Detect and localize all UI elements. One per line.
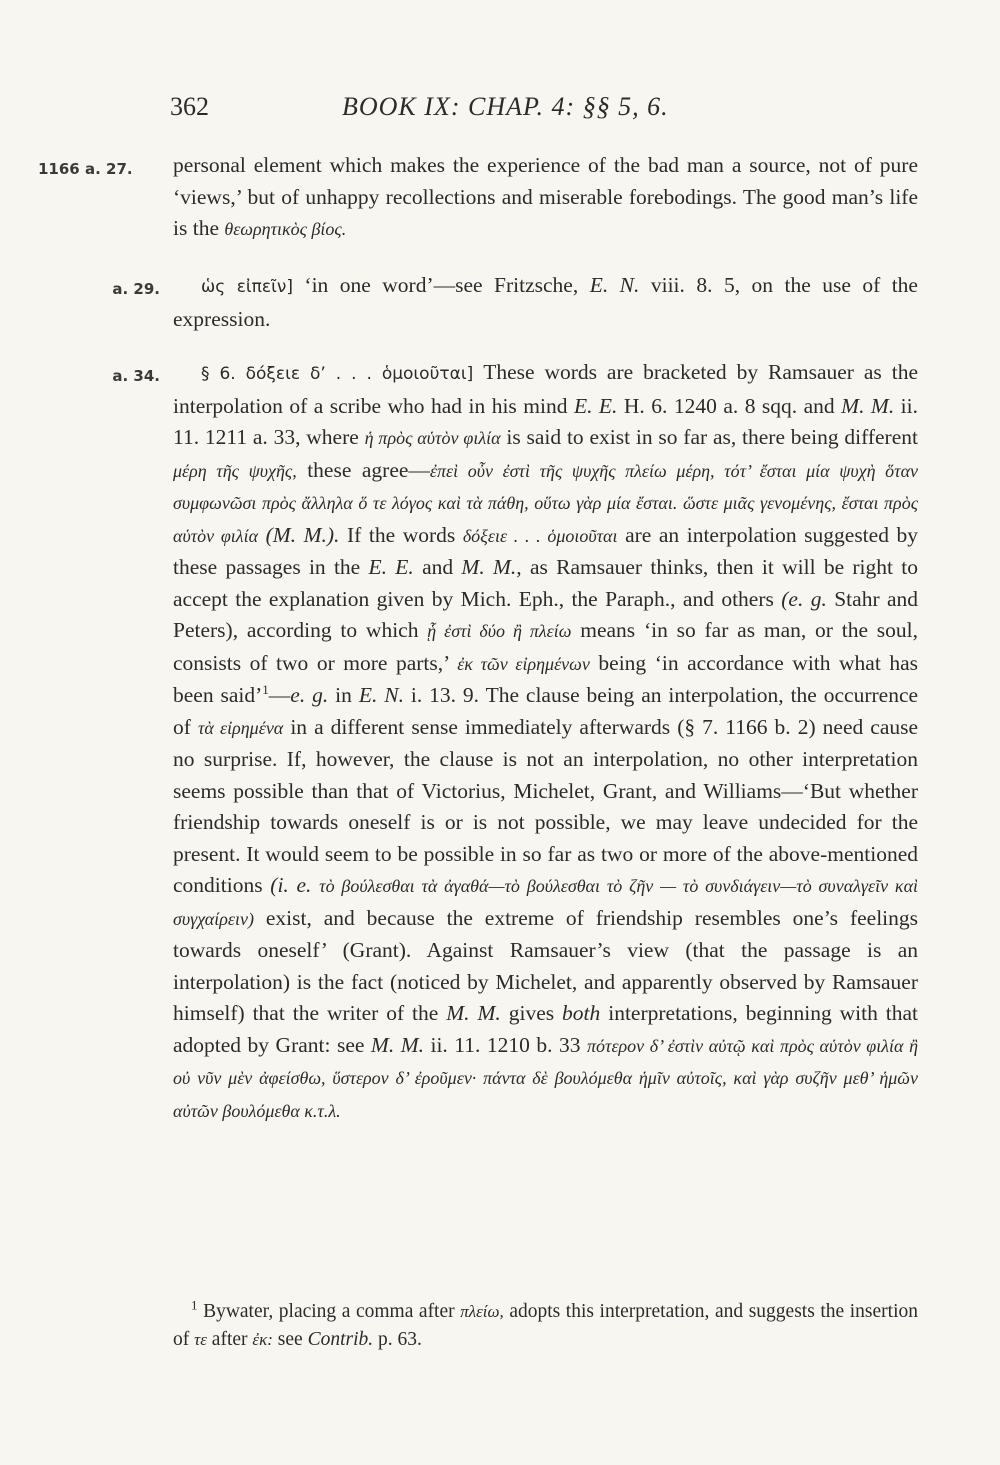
note-body: gives: [508, 1001, 555, 1025]
note-body: exist, and because the extreme of friendship resembles one’s feelings towards oneself’ (Grant). Against Ramsauer’s view (that the passage is an interpolation) is the fact (noticed by Michelet, and apparently observed by Ramsauer himself) that the writer of the: [173, 905, 919, 1025]
citation: M. M.,: [461, 555, 522, 579]
note-body: ‘in one word’—see Fritzsche,: [304, 273, 579, 297]
footnote-text: after: [211, 1329, 248, 1350]
citation: (M. M.).: [265, 522, 340, 547]
greek-phrase: ἐκ:: [252, 1330, 273, 1349]
greek-phrase: δόξειε . . . ὁμοιοῦται: [462, 525, 618, 546]
greek-phrase: πλείω,: [460, 1302, 504, 1321]
footnote-text: see: [277, 1329, 303, 1350]
note-body: H. 6. 1240 a. 8 sqq. and: [623, 393, 835, 418]
footnote-text: Bywater, placing a comma after: [203, 1301, 455, 1322]
greek-phrase: ᾗ ἐστὶ δύο ἢ πλείω: [427, 621, 572, 641]
note-body: interpretations, beginning with that adopted by Grant: see: [173, 1001, 919, 1057]
page-number: 362: [170, 92, 209, 121]
citation: E. N.: [358, 683, 404, 707]
citation: (i. e.: [270, 873, 312, 897]
note-body: —: [268, 683, 291, 707]
note-text: [173, 150, 918, 246]
footnote-text: p. 63.: [378, 1329, 422, 1350]
citation: M. M.: [446, 1001, 501, 1025]
citation: M. M.: [370, 1032, 424, 1057]
note-text: [173, 357, 918, 1127]
note-body: as Ramsauer thinks, then it will be right to accept the explanation given by Mich. Eph., the Paraph., and others: [173, 555, 918, 611]
note-body: are an interpolation suggested by these passages in the: [173, 522, 919, 579]
footnote-marker: 1: [262, 681, 269, 697]
note-body: i. 13. 9. The clause being an interpolation, the occurrence of: [173, 683, 919, 739]
note-body: If the words: [346, 522, 456, 547]
greek-phrase: τὸ βούλεσθαι τὰ ἀγαθά—τὸ βούλεσθαι τὸ ζῆν — τὸ συνδιάγειν—τὸ συναλγεῖν καὶ συγχαίρειν): [173, 876, 919, 929]
note-body: means ‘in so far as man, or the soul, consists of two or more parts,’: [173, 618, 919, 675]
citation: (e. g.: [781, 586, 827, 611]
note-body: Stahr and Peters), according to which: [173, 586, 919, 642]
note-text: [173, 270, 918, 335]
lemma: § 6. δόξειε δ’ . . . ὁμοιοῦται]: [201, 364, 474, 384]
note-body: being ‘in accordance with what has been said’: [173, 650, 919, 707]
citation: Contrib.: [307, 1329, 374, 1350]
greek-phrase: ἐκ τῶν εἰρημένων: [457, 653, 590, 674]
running-title: BOOK IX: CHAP. 4: §§ 5, 6.: [342, 92, 669, 121]
note-body: ii. 11. 1211 a. 33, where: [173, 393, 918, 449]
citation: E. E.: [368, 555, 414, 579]
greek-phrase: τὰ εἰρημένα: [197, 717, 284, 738]
line-reference: a. 34.: [112, 367, 160, 385]
line-reference: 1166 a. 27.: [38, 160, 133, 178]
note-body: viii. 8. 5, on the use of the expression.: [173, 273, 918, 331]
note-body: is said to exist in so far as, there being different: [506, 425, 918, 449]
greek-quotation: ἐπεὶ οὖν ἐστὶ τῆς ψυχῆς πλείω μέρη, τότ’ ἔσται μία ψυχὴ ὅταν συμφωνῶσι πρὸς ἄλληλα ὅ τε λόγος καὶ τὰ πάθη, οὕτω γὰρ μία ἔσται. ὥστε μιᾶς γενομένης, ἔσται πρὸς αὑτὸν φιλία: [173, 460, 919, 546]
citation: e. g.: [290, 683, 329, 707]
greek-phrase: τε: [194, 1330, 207, 1349]
lemma: ὡς εἰπεῖν]: [201, 277, 293, 297]
note-body: personal element which makes the experience of the bad man a source, not of pure ‘views,’ but of unhappy recollections and miserable forebodings. The good man’s life is the: [173, 153, 918, 240]
greek-quotation: πότερον δ’ ἐστὶν αὐτῷ καὶ πρὸς αὑτὸν φιλία ἢ οὐ νῦν μὲν ἀφείσθω, ὕστερον δ’ ἐροῦμεν· πάντα δὲ βουλόμεθα ἡμῖν αὐτοῖς, καὶ γὰρ συζῆν μεθ’ ἡμῶν αὐτῶν βουλόμεθα κ.τ.λ.: [173, 1035, 919, 1121]
greek-phrase: θεωρητικὸς βίος.: [224, 219, 347, 239]
citation: E. E.: [573, 393, 618, 418]
footnote-marker: 1: [191, 1297, 198, 1313]
note-body: and: [422, 555, 454, 579]
note-body: These words are bracketed by Ramsauer as the interpolation of a scribe who had in his mind: [173, 360, 918, 418]
note-body: these agree—: [307, 457, 430, 482]
note-body: ii. 11. 1210 b. 33: [430, 1032, 581, 1057]
footnote-text: adopts this interpretation, and suggests the insertion of: [173, 1301, 918, 1350]
line-reference: a. 29.: [112, 280, 160, 298]
footnote: [173, 1298, 918, 1354]
emphasis: both: [562, 1001, 601, 1025]
greek-phrase: ἡ πρὸς αὑτὸν φιλία: [364, 428, 501, 448]
greek-phrase: μέρη τῆς ψυχῆς,: [173, 460, 297, 481]
citation: E. N.: [589, 273, 640, 297]
note-body: in a different sense immediately afterwards (§ 7. 1166 b. 2) need cause no surprise. If, however, the clause is not an interpolation, no other interpretation seems possible than that of Victorius, Michelet, Grant, and Williams—‘But whether friendship towards oneself is or is not possible, we may leave undecided for the present. It would seem to be possible in so far as two or more of the above-mentioned conditions: [173, 714, 919, 897]
citation: M. M.: [841, 393, 895, 418]
note-body: in: [335, 683, 352, 707]
